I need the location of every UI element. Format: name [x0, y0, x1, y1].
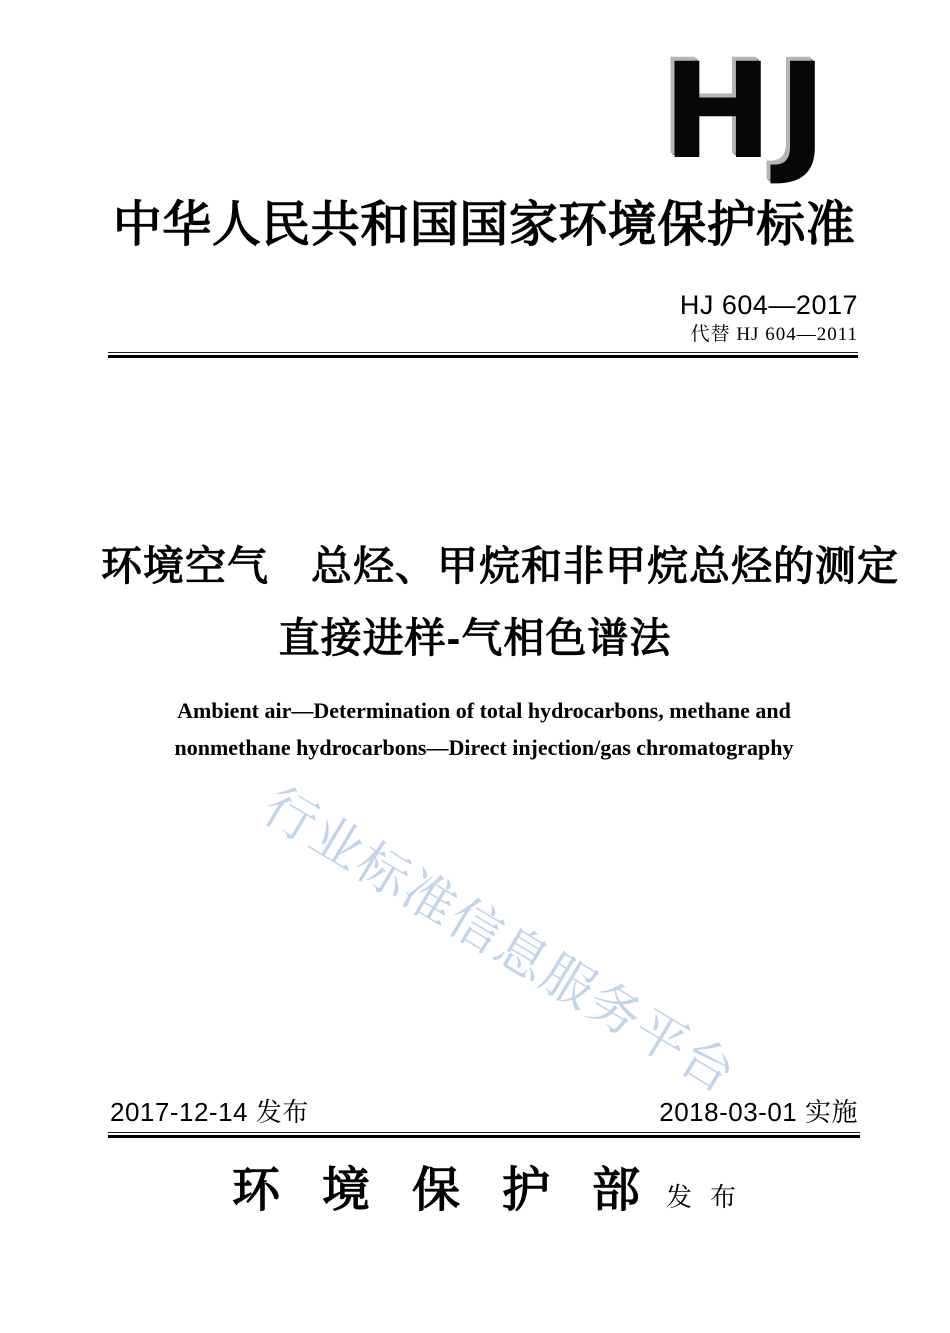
dates-row	[110, 1097, 858, 1128]
title-chinese	[101, 543, 899, 661]
replaces-note: 代替 HJ 604—2011	[690, 324, 858, 346]
title-english	[110, 692, 858, 766]
implementation-date: 2018-03-01 实施	[659, 1097, 858, 1127]
standard-number: HJ 604—2017	[679, 290, 858, 320]
publisher-row	[110, 1163, 858, 1218]
title-en-line2: nonmethane hydrocarbons—Direct injection/gas chromatography	[174, 735, 794, 760]
hj-logo: HJ	[662, 35, 832, 189]
title-en-line1: Ambient air—Determination of total hydrocarbons, methane and	[177, 698, 791, 723]
title-cn-line2: 直接进样-气相色谱法	[278, 615, 672, 661]
issue-date: 2017-12-14 发布	[110, 1097, 309, 1127]
diagonal-watermark: 行业标准信息服务平台	[253, 778, 746, 1106]
header-rule	[108, 352, 858, 358]
publisher-name: 环境保护部	[231, 1164, 682, 1217]
footer-rule	[108, 1132, 860, 1138]
publisher-issued-label: 发布	[666, 1183, 755, 1212]
national-standard-heading: 中华人民共和国国家环境保护标准	[112, 197, 856, 252]
standard-number-block	[680, 290, 858, 347]
title-cn-line1: 环境空气 总烃、甲烷和非甲烷总烃的测定	[101, 543, 899, 589]
